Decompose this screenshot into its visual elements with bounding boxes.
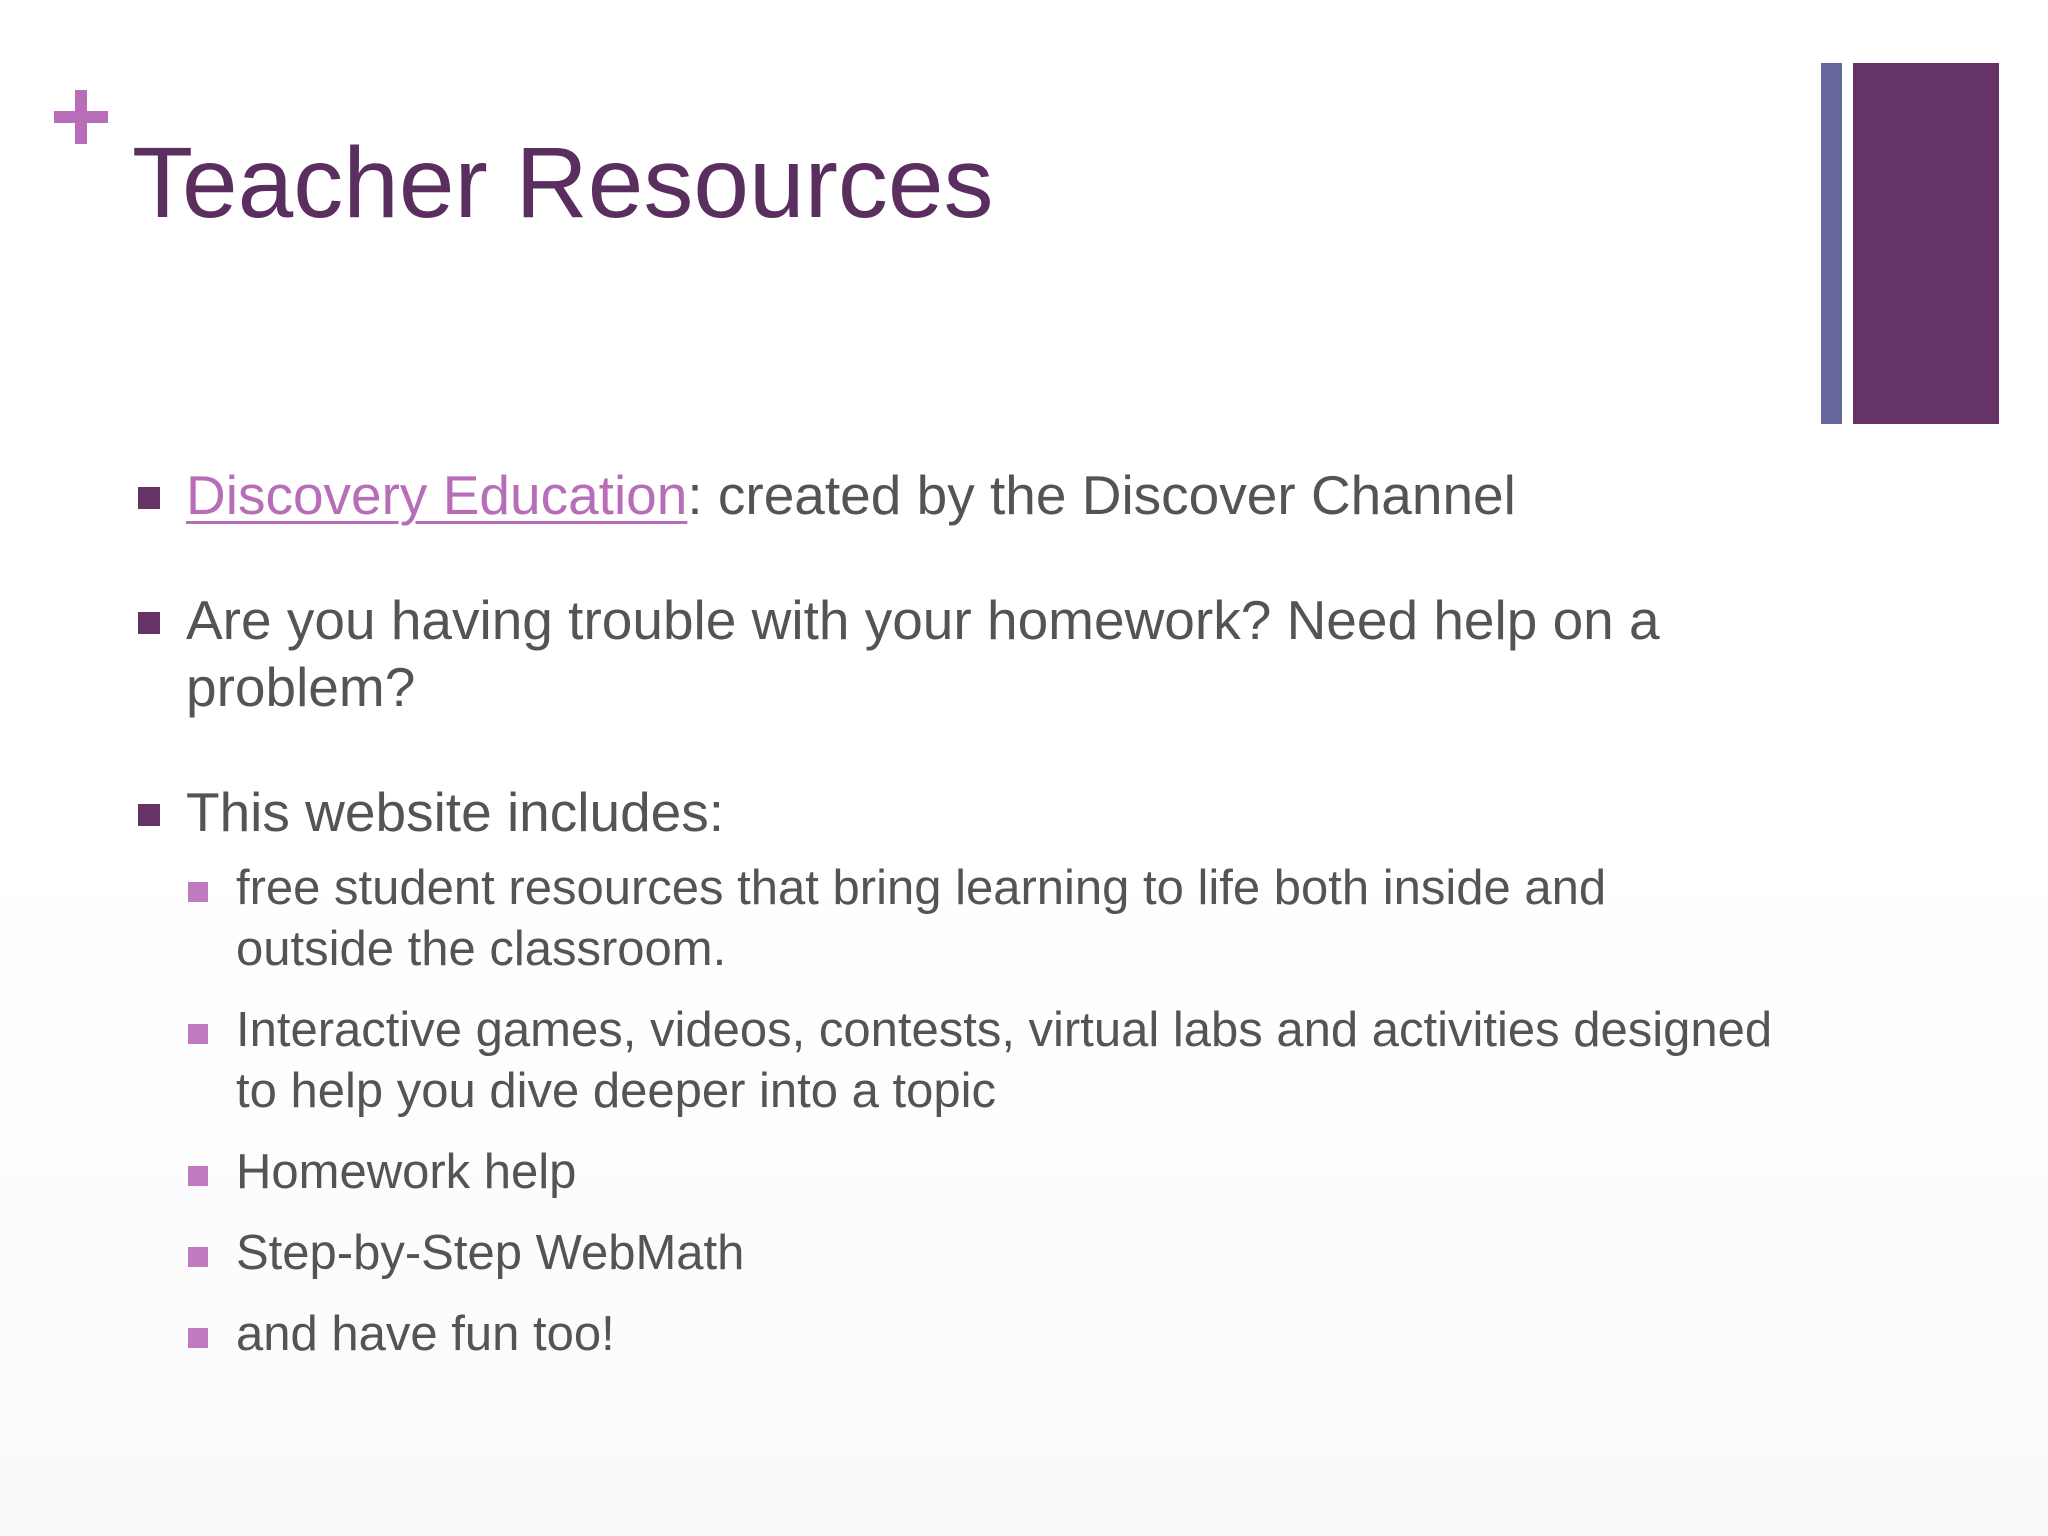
square-bullet-icon xyxy=(138,612,160,634)
slide-title: Teacher Resources xyxy=(132,127,994,239)
bullet-item-discovery xyxy=(136,462,1776,529)
bullet-text: This website includes: xyxy=(186,781,725,843)
decorative-bar-thin xyxy=(1821,63,1842,424)
sub-bullet-item xyxy=(186,1304,1776,1365)
sub-bullet-item xyxy=(186,1142,1776,1203)
square-bullet-icon xyxy=(188,882,208,902)
sub-bullet-item xyxy=(186,1000,1776,1122)
sub-bullet-text: and have fun too! xyxy=(236,1307,615,1361)
sub-bullet-text: Interactive games, videos, contests, virtual labs and activities designed to help you dive deeper into a topic xyxy=(236,1003,1773,1118)
square-bullet-icon xyxy=(188,1166,208,1186)
square-bullet-icon xyxy=(138,487,160,509)
decorative-bar-thick xyxy=(1853,63,1999,424)
discovery-education-link[interactable]: Discovery Education xyxy=(186,464,688,526)
bullet-text: Are you having trouble with your homework? Need help on a problem? xyxy=(186,589,1660,718)
sub-bullet-item xyxy=(186,1223,1776,1284)
square-bullet-icon xyxy=(188,1328,208,1348)
bullet-item-website-includes xyxy=(136,779,1776,1365)
bullet-text: : created by the Discover Channel xyxy=(687,464,1516,526)
sub-bullet-text: Step-by-Step WebMath xyxy=(236,1226,745,1280)
square-bullet-icon xyxy=(188,1247,208,1267)
square-bullet-icon xyxy=(138,804,160,826)
sub-bullet-item xyxy=(186,858,1776,980)
plus-icon xyxy=(54,90,108,144)
sub-bullet-text: free student resources that bring learning to life both inside and outside the classroom. xyxy=(236,861,1607,976)
sub-bullet-list xyxy=(186,858,1776,1365)
bullet-item-homework xyxy=(136,587,1776,721)
bullet-list xyxy=(136,462,1776,1385)
sub-bullet-text: Homework help xyxy=(236,1145,577,1199)
square-bullet-icon xyxy=(188,1024,208,1044)
